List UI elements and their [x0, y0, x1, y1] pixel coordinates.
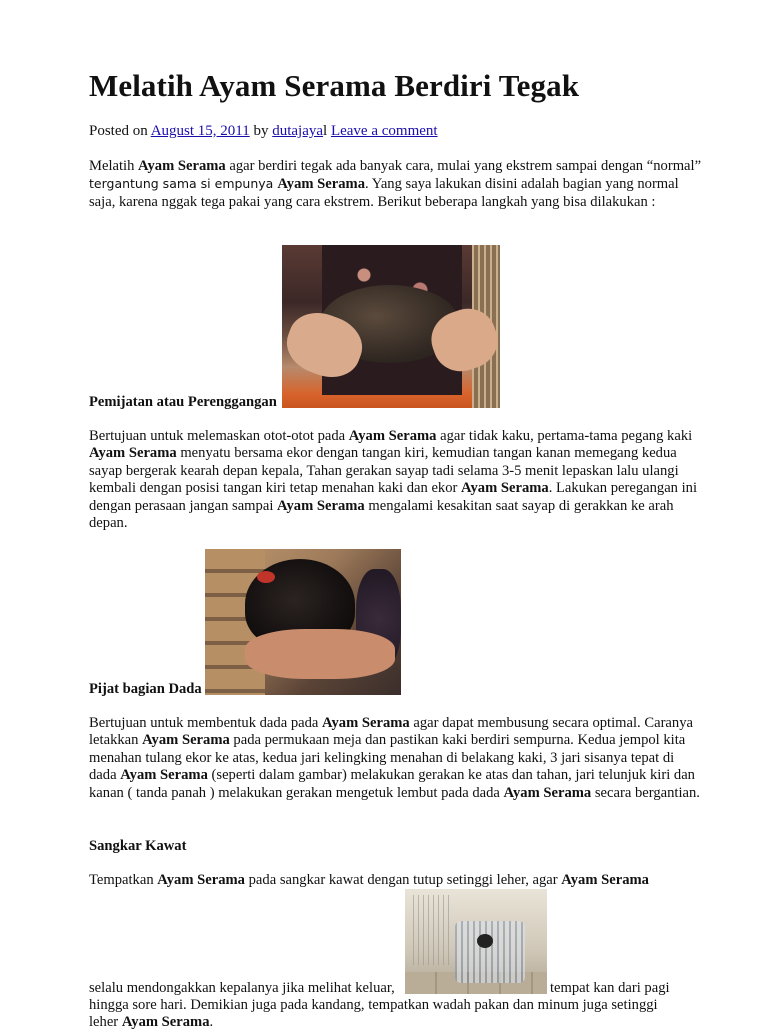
by-label: by [249, 123, 273, 139]
text: hingga sore hari. Demikian juga pada kandang, tempatkan wadah pakan dan minum juga setinggi [89, 997, 658, 1013]
text: . Lakukan peregangan ini dengan perasaan jangan sampai [89, 480, 698, 514]
text: mengalami kesakitan saat sayap di gerakkan ke arah depan. [89, 497, 674, 532]
text: Tempatkan [89, 872, 158, 888]
posted-on-label: Posted on [89, 123, 151, 139]
author-link[interactable]: dutajaya [272, 123, 324, 139]
text: Bertujuan untuk membentuk dada pada [89, 715, 323, 731]
section3-line4 [89, 1014, 704, 1031]
text: Bertujuan untuk melemaskan otot-otot pada [89, 428, 349, 444]
text: Melatih [89, 158, 139, 174]
keyword: Ayam Serama [461, 480, 549, 497]
text: (seperti dalam gambar) melakukan gerakan ke atas dan tahan, jari telunjuk kiri dan kanan ( tanda panah ) melakukan gerakan mengetuk lembut pada dada [89, 767, 695, 801]
keyword: Ayam Serama [277, 176, 365, 193]
section2-paragraph [89, 715, 704, 802]
section3-line2-end [550, 980, 710, 997]
meta-separator: l [323, 123, 328, 139]
text: pada sangkar kawat dengan tutup setinggi leher, agar [244, 872, 562, 888]
page-title: Melatih Ayam Serama Berdiri Tegak [89, 68, 580, 103]
keyword: Ayam Serama [157, 872, 245, 888]
keyword: Ayam Serama [277, 497, 365, 514]
keyword: Ayam Serama [120, 767, 208, 784]
text: leher [89, 1014, 122, 1030]
text: “normal” [646, 158, 702, 174]
keyword: Ayam Serama [142, 732, 230, 749]
post-date-link[interactable]: August 15, 2011 [150, 123, 250, 139]
keyword: Ayam Serama [561, 872, 649, 888]
text: menyatu bersama ekor dengan tangan kiri, kemudian tangan kanan memegang kedua sayap bergerak kearah depan kepala, Tahan gerakan sayap tadi selama 3-5 menit lepaskan lalu ulangi kembali dengan posisi tangan kiri tetap menahan kaki dan ekor [89, 445, 679, 497]
section1-paragraph [89, 428, 704, 532]
text: selalu mendongakkan kepalanya jika melihat keluar, [89, 980, 395, 996]
text: pada permukaan meja dan pastikan kaki berdiri sempurna. Kedua jempol kita menahan tulang ekor ke atas, kedua jari kelingking menahan di belakang kaki, 3 jari sisanya tepat di dada [89, 732, 686, 784]
post-meta [89, 123, 438, 140]
text: . [209, 1014, 214, 1030]
keyword: Ayam Serama [503, 784, 592, 801]
section3-line1 [89, 872, 704, 889]
text: . Yang saya lakukan disini adalah bagian yang normal saja, karena nggak tega pakai yang cara ekstrem. Berikut beberapa langkah yang bisa dilakukan : [89, 176, 679, 210]
text: agar tidak kaku, pertama-tama pegang kaki [436, 428, 693, 444]
text: tergantung sama si empunya [89, 176, 278, 192]
section-heading-sangkar-kawat: Sangkar Kawat [89, 838, 187, 854]
section-heading-pijat-dada: Pijat bagian Dada [89, 681, 202, 697]
text: secara bergantian. [591, 784, 700, 801]
chicken-wing-stretch-photo [282, 245, 500, 408]
wire-cage-photo [405, 889, 547, 994]
section3-line3 [89, 997, 704, 1014]
text: agar dapat membusung secara optimal. Caranya letakkan [89, 715, 693, 749]
keyword: Ayam Serama [89, 445, 177, 462]
keyword: Ayam Serama [121, 1014, 210, 1030]
keyword: Ayam Serama [138, 158, 226, 174]
keyword: Ayam Serama [322, 715, 410, 731]
keyword: Ayam Serama [348, 428, 437, 444]
text: agar berdiri tegak ada banyak cara, mulai yang ekstrem sampai dengan [225, 158, 644, 174]
leave-comment-link[interactable]: Leave a comment [330, 123, 438, 139]
intro-paragraph [89, 158, 704, 211]
text: tempat kan dari pagi [550, 980, 670, 996]
chicken-chest-massage-photo [205, 549, 401, 695]
section-heading-pemijatan: Pemijatan atau Perenggangan [89, 394, 277, 410]
